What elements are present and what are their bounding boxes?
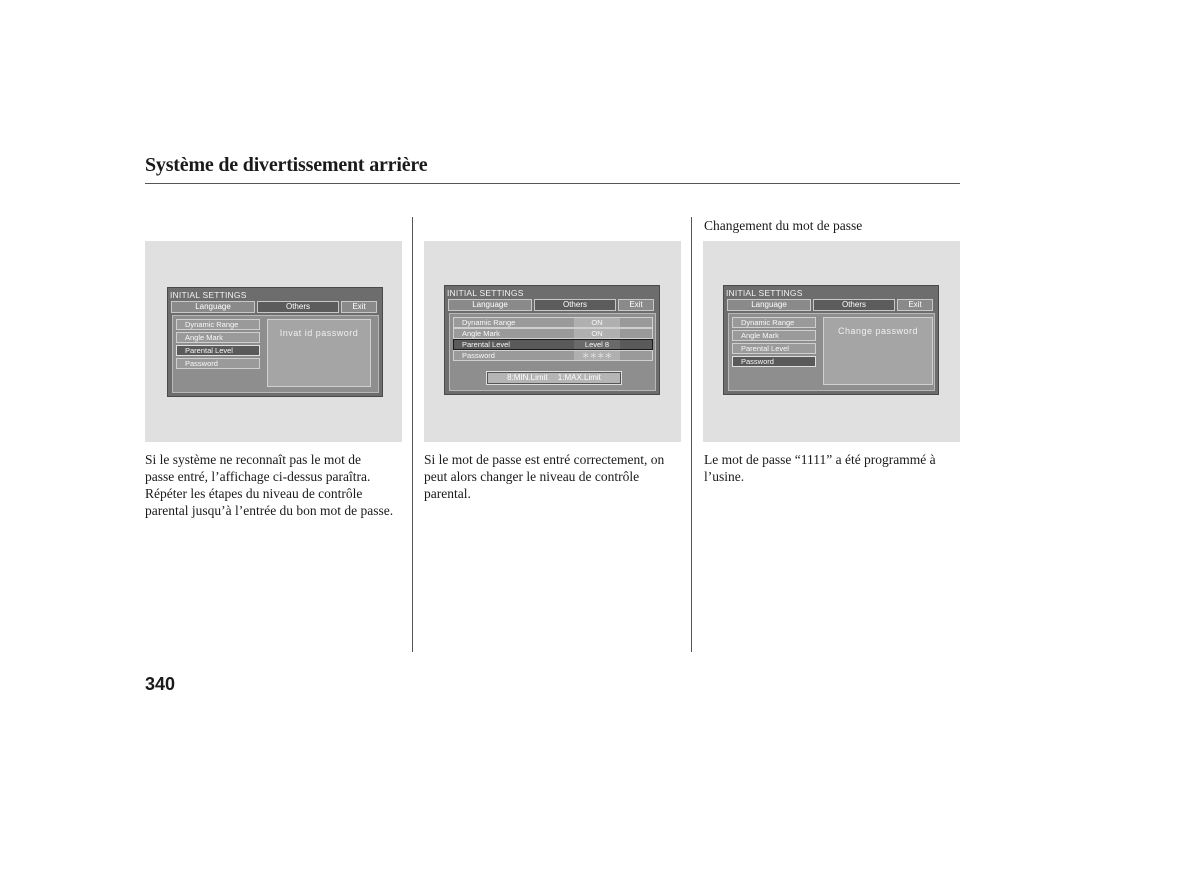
- header-rule: [145, 183, 960, 184]
- row-value: ＊＊＊＊: [574, 351, 620, 360]
- menu-item-parental-level: Parental Level: [732, 343, 816, 354]
- row-label: Parental Level: [462, 340, 510, 349]
- screen-title: INITIAL SETTINGS: [726, 288, 803, 298]
- settings-panel: [172, 315, 379, 393]
- text-line: Si le système ne reconnaît pas le mot de: [145, 452, 361, 467]
- tab-language: Language: [448, 299, 532, 311]
- menu-item-angle-mark: Angle Mark: [732, 330, 816, 341]
- menu-list: [176, 319, 260, 371]
- screen-title: INITIAL SETTINGS: [170, 290, 247, 300]
- settings-screen: [167, 287, 383, 397]
- row-value: ON: [574, 329, 620, 338]
- paragraph-middle: [424, 451, 684, 502]
- row-parental-level: [453, 339, 653, 350]
- menu-item-password: Password: [732, 356, 816, 367]
- figure-invalid-password: [145, 241, 402, 442]
- tab-exit: Exit: [341, 301, 377, 313]
- figure-change-password: [703, 241, 960, 442]
- tab-language: Language: [727, 299, 811, 311]
- row-label: Dynamic Range: [462, 318, 516, 327]
- tab-exit: Exit: [618, 299, 654, 311]
- change-password-message: Change password: [823, 317, 933, 385]
- invalid-password-message: Invat id password: [267, 319, 371, 387]
- text-line: parental.: [424, 486, 471, 501]
- text-line: Le mot de passe “1111” a été programmé à: [704, 452, 936, 467]
- row-password: [453, 350, 653, 361]
- paragraph-left: [145, 451, 405, 519]
- menu-item-angle-mark: Angle Mark: [176, 332, 260, 343]
- text-line: Répéter les étapes du niveau de contrôle: [145, 486, 363, 501]
- row-dynamic-range: [453, 317, 653, 328]
- column-divider-1: [412, 217, 413, 652]
- menu-item-password: Password: [176, 358, 260, 369]
- settings-panel: [728, 313, 935, 391]
- menu-list: [732, 317, 816, 369]
- text-line: passe entré, l’affichage ci-dessus paraîtra.: [145, 469, 371, 484]
- text-line: Si le mot de passe est entré correctement, on: [424, 452, 665, 467]
- menu-item-dynamic-range: Dynamic Range: [176, 319, 260, 330]
- column-divider-2: [691, 217, 692, 652]
- row-label: Angle Mark: [462, 329, 500, 338]
- figure-parental-level: [424, 241, 681, 442]
- tab-exit: Exit: [897, 299, 933, 311]
- menu-item-parental-level: Parental Level: [176, 345, 260, 356]
- row-value: ON: [574, 318, 620, 327]
- text-line: peut alors changer le niveau de contrôle: [424, 469, 640, 484]
- tab-others: Others: [257, 301, 339, 313]
- screen-title: INITIAL SETTINGS: [447, 288, 524, 298]
- tab-others: Others: [534, 299, 616, 311]
- page-title: Système de divertissement arrière: [145, 154, 428, 176]
- page-number: 340: [145, 674, 176, 694]
- tab-language: Language: [171, 301, 255, 313]
- section-caption: Changement du mot de passe: [704, 218, 863, 233]
- settings-panel: [449, 313, 656, 391]
- limit-bar: 8:MIN.Limit 1:MAX.Limit: [486, 371, 622, 385]
- row-label: Password: [462, 351, 495, 360]
- text-line: parental jusqu’à l’entrée du bon mot de passe.: [145, 503, 394, 518]
- row-angle-mark: [453, 328, 653, 339]
- settings-screen: [723, 285, 939, 395]
- text-line: l’usine.: [704, 469, 745, 484]
- menu-item-dynamic-range: Dynamic Range: [732, 317, 816, 328]
- row-value: Level 8: [574, 340, 620, 349]
- paragraph-right: [704, 451, 964, 485]
- settings-screen: [444, 285, 660, 395]
- tab-others: Others: [813, 299, 895, 311]
